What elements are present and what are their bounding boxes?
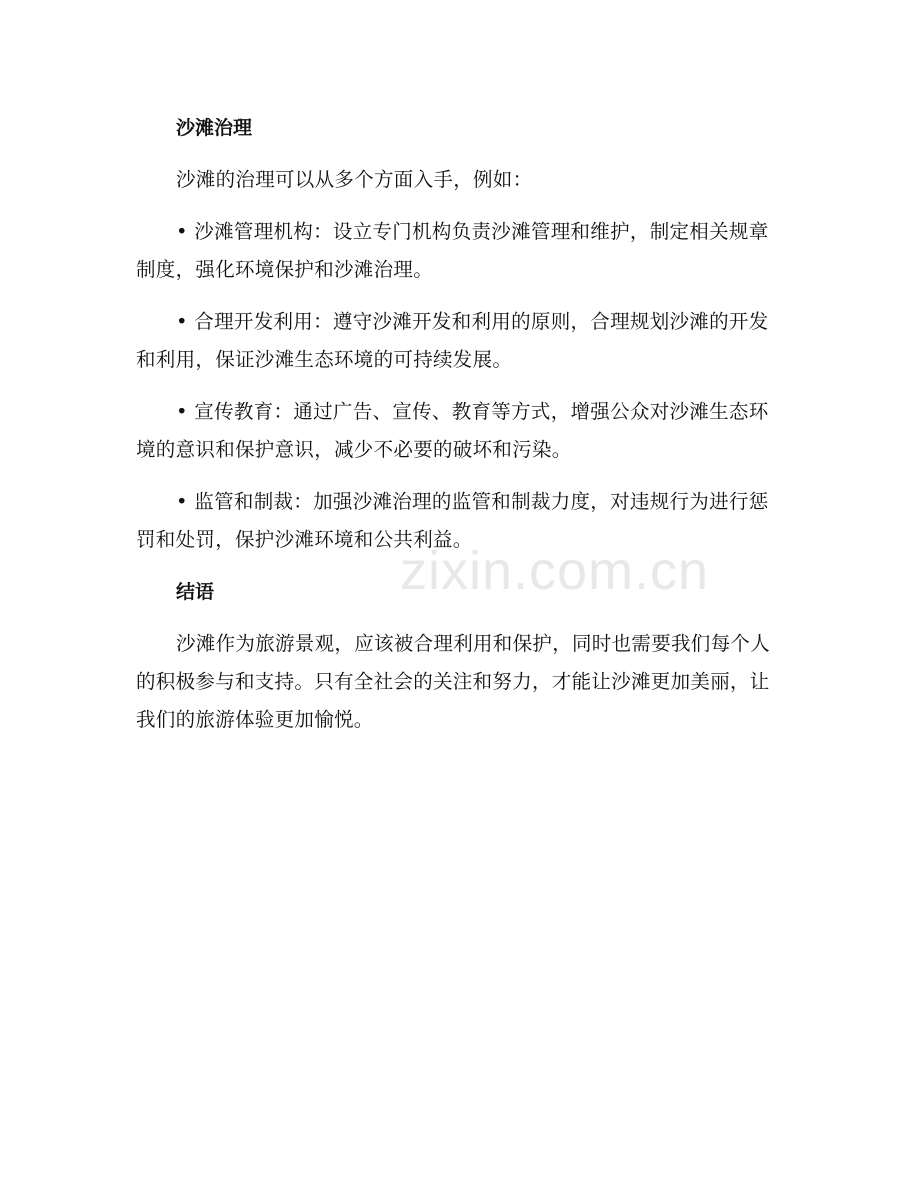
- bullet-rational-development: • 合理开发利用：遵守沙滩开发和利用的原则，合理规划沙滩的开发和利用，保证沙滩生态环境的可持续发展。: [136, 310, 769, 371]
- section-heading-conclusion: 结语: [176, 581, 215, 603]
- conclusion-paragraph: 沙滩作为旅游景观，应该被合理利用和保护，同时也需要我们每个人的积极参与和支持。只有全社会的关注和努力，才能让沙滩更加美丽，让我们的旅游体验更加愉悦。: [136, 632, 771, 731]
- governance-intro-paragraph: 沙滩的治理可以从多个方面入手，例如：: [176, 168, 533, 191]
- bullet-management-agency: • 沙滩管理机构：设立专门机构负责沙滩管理和维护，制定相关规章制度，强化环境保护和沙滩治理。: [136, 220, 769, 281]
- section-heading-governance: 沙滩治理: [176, 117, 253, 139]
- watermark: zixin.com.cn: [400, 541, 710, 601]
- document-body: [136, 109, 784, 739]
- bullet-supervision-sanctions: • 监管和制裁：加强沙滩治理的监管和制裁力度，对违规行为进行惩罚和处罚，保护沙滩环境和公共利益。: [136, 490, 769, 551]
- bullet-publicity-education: • 宣传教育：通过广告、宣传、教育等方式，增强公众对沙滩生态环境的意识和保护意识，减少不必要的破坏和污染。: [136, 400, 769, 461]
